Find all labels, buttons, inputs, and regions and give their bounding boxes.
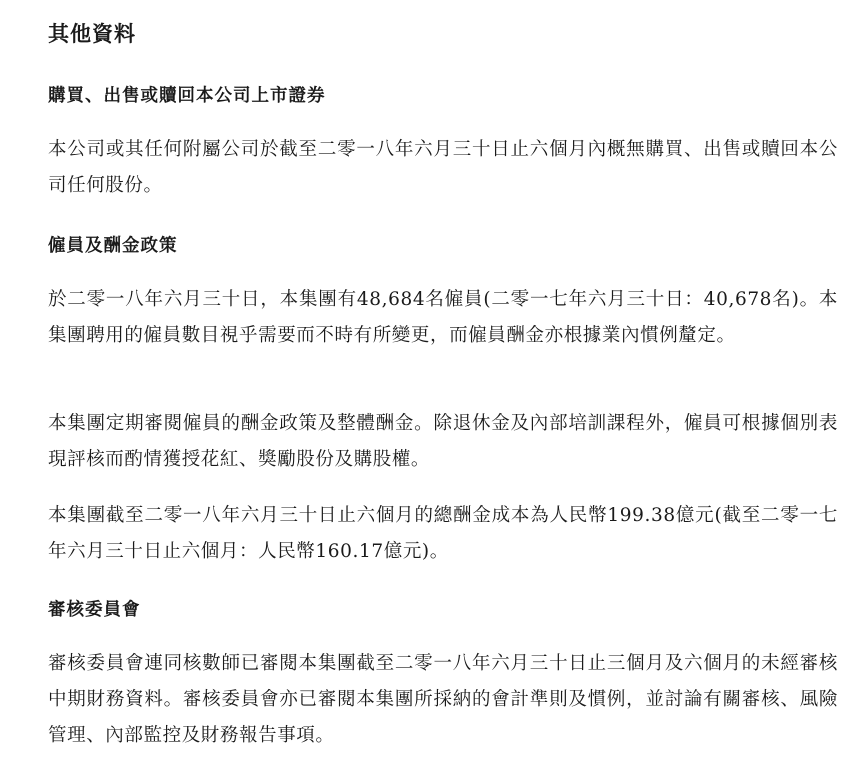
paragraph-remuneration-policy: 本集團定期審閱僱員的酬金政策及整體酬金。除退休金及內部培訓課程外，僱員可根據個別表現評核而酌情獲授花紅、獎勵股份及購股權。 bbox=[48, 413, 838, 470]
paragraph-remuneration-cost: 本集團截至二零一八年六月三十日止六個月的總酬金成本為人民幣199.38億元(截至二零一七年六月三十日止六個月：人民幣160.17億元)。 bbox=[48, 505, 838, 562]
section-heading-employees: 僱員及酬金政策 bbox=[48, 236, 178, 256]
paragraph-employee-count: 於二零一八年六月三十日，本集團有48,684名僱員(二零一七年六月三十日：40,678名)。本集團聘用的僱員數目視乎需要而不時有所變更，而僱員酬金亦根據業內慣例釐定。 bbox=[48, 289, 838, 346]
paragraph-securities: 本公司或其任何附屬公司於截至二零一八年六月三十日止六個月內概無購買、出售或贖回本公司任何股份。 bbox=[48, 139, 838, 196]
section-heading-securities: 購買、出售或贖回本公司上市證券 bbox=[48, 86, 326, 106]
paragraph-audit-committee: 審核委員會連同核數師已審閱本集團截至二零一八年六月三十日止三個月及六個月的未經審核中期財務資料。審核委員會亦已審閱本集團所採納的會計準則及慣例，並討論有關審核、風險管理、內部監控及財務報告事項。 bbox=[48, 653, 838, 746]
page-title: 其他資料 bbox=[48, 22, 136, 46]
section-heading-audit-committee: 審核委員會 bbox=[48, 600, 141, 620]
